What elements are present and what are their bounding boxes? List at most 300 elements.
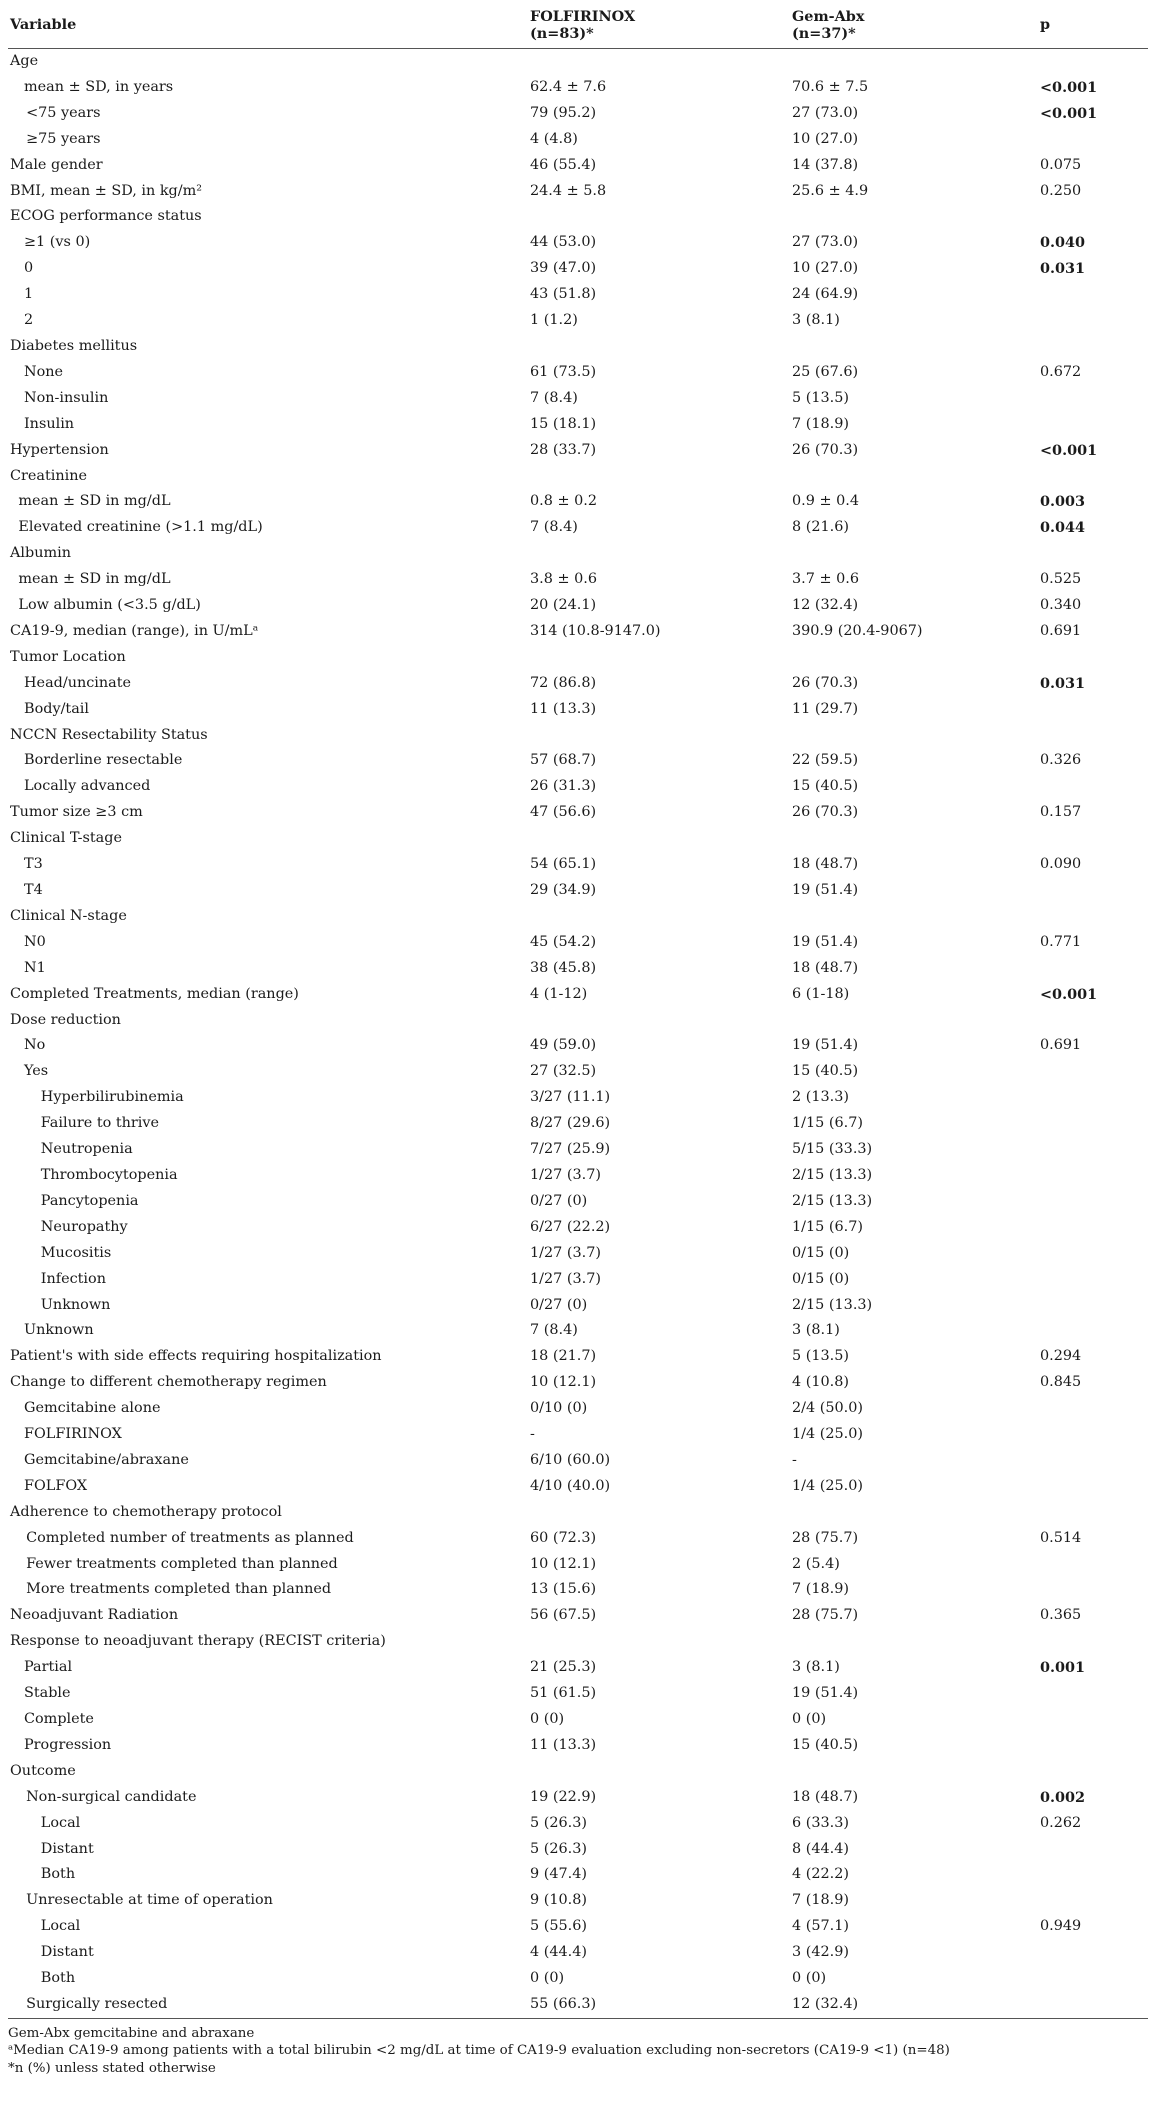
table-row <box>8 1111 1148 1137</box>
row-label: Thrombocytopenia <box>40 1166 178 1183</box>
p-value <box>1038 1862 1148 1888</box>
folfirinox-value: 1/27 (3.7) <box>530 1166 602 1183</box>
gem-abx-value <box>790 334 1038 360</box>
row-label: 1 <box>24 286 34 303</box>
row-label: Completed number of treatments as planned <box>26 1529 354 1546</box>
p-value: 0.771 <box>1040 933 1082 950</box>
row-label: mean ± SD in mg/dL <box>18 493 171 510</box>
p-value <box>1038 1241 1148 1267</box>
table-row <box>8 1629 1148 1655</box>
folfirinox-value: 5 (55.6) <box>530 1918 588 1935</box>
row-label: T4 <box>24 882 43 898</box>
footnote-a: ᵃMedian CA19-9 among patients with a total bilirubin <2 mg/dL at time of CA19-9 evaluation excluding non-secretors (CA19-9 <1) (n=48) <box>8 2043 950 2059</box>
folfirinox-value: 314 (10.8-9147.0) <box>530 622 661 639</box>
folfirinox-value: 0/27 (0) <box>530 1296 588 1313</box>
folfirinox-value: 60 (72.3) <box>530 1529 597 1546</box>
row-label: Elevated creatinine (>1.1 mg/dL) <box>18 519 263 536</box>
p-value: 0.365 <box>1040 1607 1082 1624</box>
folfirinox-value: 1/27 (3.7) <box>530 1270 602 1287</box>
folfirinox-value: 10 (12.1) <box>530 1555 597 1572</box>
folfirinox-value: 38 (45.8) <box>530 959 597 976</box>
row-label: Both <box>40 1866 76 1883</box>
row-label: Borderline resectable <box>24 752 183 769</box>
p-value: 0.002 <box>1040 1788 1086 1806</box>
gem-abx-value: 5/15 (33.3) <box>792 1141 873 1158</box>
p-value <box>1038 1189 1148 1215</box>
folfirinox-value: 7 (8.4) <box>530 389 578 406</box>
table-row <box>8 878 1148 904</box>
table-row <box>8 1033 1148 1059</box>
row-label: Unknown <box>40 1296 111 1313</box>
folfirinox-value: 55 (66.3) <box>528 1992 790 2018</box>
p-value <box>1038 1215 1148 1241</box>
row-label: ≥75 years <box>26 130 101 147</box>
table-row <box>8 1759 1148 1785</box>
folfirinox-value: 20 (24.1) <box>530 597 597 614</box>
row-label: Head/uncinate <box>24 674 132 691</box>
gem-abx-value: 25 (67.6) <box>792 363 859 380</box>
gem-abx-value: 19 (51.4) <box>792 933 859 950</box>
row-label: Fewer treatments completed than planned <box>26 1555 338 1572</box>
folfirinox-value: 39 (47.0) <box>530 260 597 277</box>
gem-abx-value: 3 (8.1) <box>792 312 840 329</box>
gem-abx-value: 0/15 (0) <box>792 1270 850 1287</box>
row-label: Distant <box>40 1944 94 1961</box>
p-value: 0.672 <box>1040 363 1082 380</box>
table-row <box>8 308 1148 334</box>
table-row <box>8 464 1148 490</box>
gem-abx-value: 1/15 (6.7) <box>792 1218 864 1235</box>
folfirinox-value <box>528 645 790 671</box>
table-row <box>8 75 1148 101</box>
row-label: Both <box>40 1970 76 1987</box>
table-row <box>8 1655 1148 1681</box>
table-row <box>8 1293 1148 1319</box>
folfirinox-value: 21 (25.3) <box>530 1659 597 1676</box>
row-label: Unknown <box>24 1322 94 1339</box>
row-label: ≥1 (vs 0) <box>24 234 91 251</box>
table-row <box>8 230 1148 256</box>
gem-abx-value: 2/4 (50.0) <box>792 1400 864 1417</box>
table-row <box>8 1085 1148 1111</box>
folfirinox-value <box>528 334 790 360</box>
folfirinox-value <box>528 1629 790 1655</box>
row-label: ECOG performance status <box>10 208 202 225</box>
table-row <box>8 1500 1148 1526</box>
folfirinox-value: 3/27 (11.1) <box>530 1089 611 1106</box>
gem-abx-value: 2/15 (13.3) <box>792 1192 873 1209</box>
table-row <box>8 127 1148 153</box>
row-label: FOLFOX <box>24 1477 88 1494</box>
gem-abx-value: 2 (13.3) <box>792 1089 850 1106</box>
p-value <box>1038 1681 1148 1707</box>
gem-abx-value: 27 (73.0) <box>792 104 859 121</box>
p-value <box>1038 774 1148 800</box>
row-label: CA19-9, median (range), in U/mLᵃ <box>10 622 259 639</box>
table-row <box>8 1707 1148 1733</box>
folfirinox-value: 7 (8.4) <box>530 1322 578 1339</box>
gem-abx-value: 2/15 (13.3) <box>792 1296 873 1313</box>
table-row <box>8 904 1148 930</box>
p-value: 0.090 <box>1040 856 1082 873</box>
table-row <box>8 800 1148 826</box>
p-value: <0.001 <box>1040 104 1098 122</box>
table-row <box>8 1526 1148 1552</box>
table-row <box>8 386 1148 412</box>
row-label: No <box>24 1037 46 1054</box>
row-label: Male gender <box>10 156 103 173</box>
p-value <box>1038 1059 1148 1085</box>
gem-abx-value: 3.7 ± 0.6 <box>792 571 859 588</box>
folfirinox-value: 79 (95.2) <box>530 104 597 121</box>
row-label: Albumin <box>10 545 71 562</box>
folfirinox-value: 0/10 (0) <box>530 1400 588 1417</box>
gem-abx-value: 27 (73.0) <box>792 234 859 251</box>
table-row <box>8 1888 1148 1914</box>
table-row <box>8 1267 1148 1293</box>
table-row <box>8 645 1148 671</box>
gem-abx-value: 26 (70.3) <box>792 441 859 458</box>
gem-abx-value: 28 (75.7) <box>792 1607 859 1624</box>
table-row <box>8 1059 1148 1085</box>
p-value <box>1038 1733 1148 1759</box>
row-label: Tumor size ≥3 cm <box>10 804 143 821</box>
folfirinox-value: 43 (51.8) <box>530 286 597 303</box>
gem-abx-value <box>790 1759 1038 1785</box>
row-label: Local <box>40 1918 81 1935</box>
row-label: Gemcitabine alone <box>24 1400 161 1417</box>
p-value <box>1038 1267 1148 1293</box>
row-label: Adherence to chemotherapy protocol <box>10 1503 282 1520</box>
p-value <box>1038 1759 1148 1785</box>
p-value: 0.075 <box>1040 156 1082 173</box>
gem-abx-value: - <box>792 1451 797 1468</box>
folfirinox-value: 49 (59.0) <box>530 1037 597 1054</box>
row-label: Patient's with side effects requiring hospitalization <box>10 1348 382 1365</box>
folfirinox-value: 0.8 ± 0.2 <box>530 493 597 510</box>
row-label: Tumor Location <box>10 648 126 665</box>
folfirinox-value <box>528 49 790 75</box>
gem-abx-value: 18 (48.7) <box>792 856 859 873</box>
table-row <box>8 1862 1148 1888</box>
gem-abx-value <box>790 49 1038 75</box>
row-label: Distant <box>40 1840 94 1857</box>
row-label: Complete <box>24 1711 94 1727</box>
table-header-row <box>8 2 1148 49</box>
p-value: 0.340 <box>1040 597 1082 614</box>
header-gem-abx: Gem-Abx (n=37)* <box>790 2 1038 49</box>
row-label: Dose reduction <box>10 1011 121 1028</box>
folfirinox-value <box>528 723 790 749</box>
row-label: FOLFIRINOX <box>24 1426 122 1443</box>
table-row <box>8 982 1148 1008</box>
gem-abx-value: 1/4 (25.0) <box>792 1426 864 1443</box>
gem-abx-value: 1/4 (25.0) <box>792 1477 864 1494</box>
p-value <box>1038 127 1148 153</box>
folfirinox-value: 18 (21.7) <box>530 1348 597 1365</box>
p-value <box>1038 1888 1148 1914</box>
table-row <box>8 1474 1148 1500</box>
folfirinox-value <box>528 826 790 852</box>
gem-abx-value: 19 (51.4) <box>792 1685 859 1702</box>
p-value: 0.031 <box>1040 674 1086 692</box>
folfirinox-value: 44 (53.0) <box>530 234 597 251</box>
patient-characteristics-table <box>8 2 1148 2019</box>
row-label: Neuropathy <box>40 1218 128 1235</box>
row-label: N0 <box>24 933 46 950</box>
folfirinox-value: 1 (1.2) <box>530 312 578 329</box>
gem-abx-value <box>790 645 1038 671</box>
table-row <box>8 1137 1148 1163</box>
gem-abx-value: 8 (44.4) <box>792 1840 850 1857</box>
row-label: Body/tail <box>24 700 89 717</box>
p-value <box>1038 956 1148 982</box>
row-label: <75 years <box>26 104 101 121</box>
row-label: 2 <box>24 312 34 329</box>
gem-abx-value: 3 (42.9) <box>792 1944 850 1961</box>
gem-abx-value <box>790 204 1038 230</box>
folfirinox-value <box>528 464 790 490</box>
p-value: <0.001 <box>1040 441 1098 459</box>
p-value: 0.262 <box>1040 1814 1082 1831</box>
row-label: Insulin <box>24 415 75 432</box>
folfirinox-value: 57 (68.7) <box>530 752 597 769</box>
p-value: 0.157 <box>1040 804 1082 821</box>
table-row <box>8 1189 1148 1215</box>
gem-abx-value: 28 (75.7) <box>792 1529 859 1546</box>
folfirinox-value: 56 (67.5) <box>530 1607 597 1624</box>
p-value: 0.691 <box>1040 622 1082 639</box>
table-row <box>8 153 1148 179</box>
folfirinox-value: 62.4 ± 7.6 <box>530 78 607 95</box>
folfirinox-value: 11 (13.3) <box>530 700 597 717</box>
gem-abx-value: 0.9 ± 0.4 <box>792 493 859 510</box>
p-value <box>1038 1940 1148 1966</box>
row-label: Pancytopenia <box>40 1192 139 1209</box>
folfirinox-value: 4 (44.4) <box>530 1944 588 1961</box>
gem-abx-value <box>790 723 1038 749</box>
gem-abx-value: 12 (32.4) <box>792 597 859 614</box>
row-label: Neutropenia <box>40 1141 133 1158</box>
row-label: Local <box>40 1814 81 1831</box>
p-value <box>1038 1629 1148 1655</box>
folfirinox-value: 4/10 (40.0) <box>530 1477 611 1494</box>
gem-abx-value: 6 (1-18) <box>792 985 850 1002</box>
row-label: Outcome <box>10 1762 76 1779</box>
header-p-value: p <box>1038 2 1148 49</box>
row-label: Hypertension <box>10 441 109 458</box>
table-row <box>8 515 1148 541</box>
table-row <box>8 1163 1148 1189</box>
row-label: Response to neoadjuvant therapy (RECIST criteria) <box>10 1633 386 1650</box>
p-value <box>1038 464 1148 490</box>
gem-abx-value: 4 (57.1) <box>792 1918 850 1935</box>
p-value <box>1038 1137 1148 1163</box>
p-value: <0.001 <box>1040 78 1098 96</box>
gem-abx-value: 25.6 ± 4.9 <box>792 182 869 199</box>
p-value <box>1038 49 1148 75</box>
table-row <box>8 360 1148 386</box>
gem-abx-value: 22 (59.5) <box>792 752 859 769</box>
gem-abx-value: 0 (0) <box>792 1711 827 1727</box>
p-value: 0.250 <box>1040 182 1082 199</box>
p-value: 0.691 <box>1040 1037 1082 1054</box>
gem-abx-value: 15 (40.5) <box>792 1063 859 1080</box>
table-row <box>8 1448 1148 1474</box>
row-label: mean ± SD, in years <box>24 78 174 95</box>
p-value: 0.294 <box>1040 1348 1082 1365</box>
folfirinox-value: 46 (55.4) <box>530 156 597 173</box>
gem-abx-value: 7 (18.9) <box>792 415 850 432</box>
table-row <box>8 1940 1148 1966</box>
folfirinox-value: 6/10 (60.0) <box>530 1451 611 1468</box>
folfirinox-value: 13 (15.6) <box>530 1581 597 1598</box>
header-variable: Variable <box>8 2 528 49</box>
p-value <box>1038 541 1148 567</box>
p-value: 0.031 <box>1040 260 1086 278</box>
folfirinox-value: 5 (26.3) <box>530 1840 588 1857</box>
p-value <box>1038 645 1148 671</box>
row-label: mean ± SD in mg/dL <box>18 571 171 588</box>
gem-abx-value: 18 (48.7) <box>792 959 859 976</box>
folfirinox-value: 24.4 ± 5.8 <box>530 182 607 199</box>
p-value <box>1038 723 1148 749</box>
p-value: 0.044 <box>1040 519 1086 537</box>
gem-abx-value <box>790 826 1038 852</box>
p-value: 0.845 <box>1040 1374 1082 1391</box>
folfirinox-value: 7/27 (25.9) <box>530 1141 611 1158</box>
row-label: Mucositis <box>40 1244 112 1261</box>
row-label: NCCN Resectability Status <box>10 726 208 743</box>
p-value <box>1038 1085 1148 1111</box>
folfirinox-value: 4 (1-12) <box>530 985 588 1002</box>
gem-abx-value: 2 (5.4) <box>792 1555 840 1572</box>
p-value <box>1038 1966 1148 1992</box>
row-label: BMI, mean ± SD, in kg/m² <box>10 182 203 199</box>
footnote-abbreviation: Gem-Abx gemcitabine and abraxane <box>8 2025 255 2041</box>
gem-abx-value: 70.6 ± 7.5 <box>792 78 869 95</box>
gem-abx-value: 0/15 (0) <box>792 1244 850 1261</box>
gem-abx-value: 10 (27.0) <box>792 260 859 277</box>
gem-abx-value: 10 (27.0) <box>792 130 859 147</box>
table-row <box>8 1241 1148 1267</box>
p-value <box>1038 1837 1148 1863</box>
p-value <box>1038 1111 1148 1137</box>
row-label: Gemcitabine/abraxane <box>24 1451 189 1468</box>
p-value: 0.525 <box>1040 571 1082 588</box>
folfirinox-value <box>528 1759 790 1785</box>
p-value <box>1038 1707 1148 1733</box>
table-row <box>8 1422 1148 1448</box>
table-row <box>8 412 1148 438</box>
table-row <box>8 282 1148 308</box>
gem-abx-value: 15 (40.5) <box>792 778 859 795</box>
p-value: 0.326 <box>1040 752 1082 769</box>
gem-abx-value: 7 (18.9) <box>792 1892 850 1909</box>
row-label: N1 <box>24 959 46 976</box>
p-value <box>1038 1008 1148 1034</box>
row-label: Hyperbilirubinemia <box>40 1089 184 1106</box>
p-value: 0.001 <box>1040 1659 1086 1677</box>
row-label: More treatments completed than planned <box>26 1581 332 1598</box>
table-row <box>8 1785 1148 1811</box>
table-row <box>8 852 1148 878</box>
table-row <box>8 1837 1148 1863</box>
folfirinox-value: 0 (0) <box>530 1970 565 1987</box>
gem-abx-value: 4 (22.2) <box>792 1866 850 1883</box>
table-row <box>8 49 1148 75</box>
table-row <box>8 930 1148 956</box>
table-row <box>8 1318 1148 1344</box>
row-label: Locally advanced <box>24 778 151 795</box>
folfirinox-value: 3.8 ± 0.6 <box>530 571 597 588</box>
table-row <box>8 1552 1148 1578</box>
p-value: 0.949 <box>1040 1918 1082 1935</box>
folfirinox-value: 54 (65.1) <box>530 856 597 873</box>
p-value <box>1038 1448 1148 1474</box>
folfirinox-value: 9 (10.8) <box>530 1892 588 1909</box>
table-row <box>8 541 1148 567</box>
row-label: Diabetes mellitus <box>10 337 138 354</box>
folfirinox-value: 5 (26.3) <box>530 1814 588 1831</box>
folfirinox-value: 28 (33.7) <box>530 441 597 458</box>
folfirinox-value: 7 (8.4) <box>530 519 578 536</box>
folfirinox-value <box>528 1008 790 1034</box>
gem-abx-value: 5 (13.5) <box>792 389 850 406</box>
table-row <box>8 1396 1148 1422</box>
table-row <box>8 1215 1148 1241</box>
folfirinox-value: 1/27 (3.7) <box>530 1244 602 1261</box>
p-value <box>1038 412 1148 438</box>
row-label: Neoadjuvant Radiation <box>10 1607 179 1624</box>
row-label: Non-surgical candidate <box>26 1788 197 1805</box>
folfirinox-value: 15 (18.1) <box>530 415 597 432</box>
row-label: Yes <box>24 1063 49 1080</box>
p-value <box>1038 1422 1148 1448</box>
folfirinox-value: 0/27 (0) <box>530 1192 588 1209</box>
table-row <box>8 334 1148 360</box>
folfirinox-value <box>528 204 790 230</box>
gem-abx-value: 5 (13.5) <box>792 1348 850 1365</box>
table-row <box>8 438 1148 464</box>
row-label: Surgically resected <box>8 1992 528 2018</box>
row-label: Completed Treatments, median (range) <box>10 985 299 1002</box>
folfirinox-value: 4 (4.8) <box>530 130 578 147</box>
gem-abx-value: 1/15 (6.7) <box>792 1115 864 1132</box>
table-footnotes <box>8 2025 1173 2078</box>
footnote-star: *n (%) unless stated otherwise <box>8 2060 216 2076</box>
gem-abx-value: 26 (70.3) <box>792 674 859 691</box>
header-folfirinox: FOLFIRINOX (n=83)* <box>528 2 790 49</box>
p-value: <0.001 <box>1040 985 1098 1003</box>
row-label: T3 <box>24 856 43 873</box>
table-row <box>8 567 1148 593</box>
row-label: Age <box>10 53 39 69</box>
table-row <box>8 619 1148 645</box>
gem-abx-value: 11 (29.7) <box>792 700 859 717</box>
p-value <box>1038 878 1148 904</box>
table-row <box>8 1344 1148 1370</box>
table-row <box>8 1577 1148 1603</box>
gem-abx-value: 12 (32.4) <box>790 1992 1038 2018</box>
table-row <box>8 1370 1148 1396</box>
p-value <box>1038 386 1148 412</box>
folfirinox-value: 11 (13.3) <box>530 1736 597 1753</box>
table-row <box>8 671 1148 697</box>
table-row <box>8 1603 1148 1629</box>
p-value <box>1038 308 1148 334</box>
folfirinox-value: 6/27 (22.2) <box>530 1218 611 1235</box>
